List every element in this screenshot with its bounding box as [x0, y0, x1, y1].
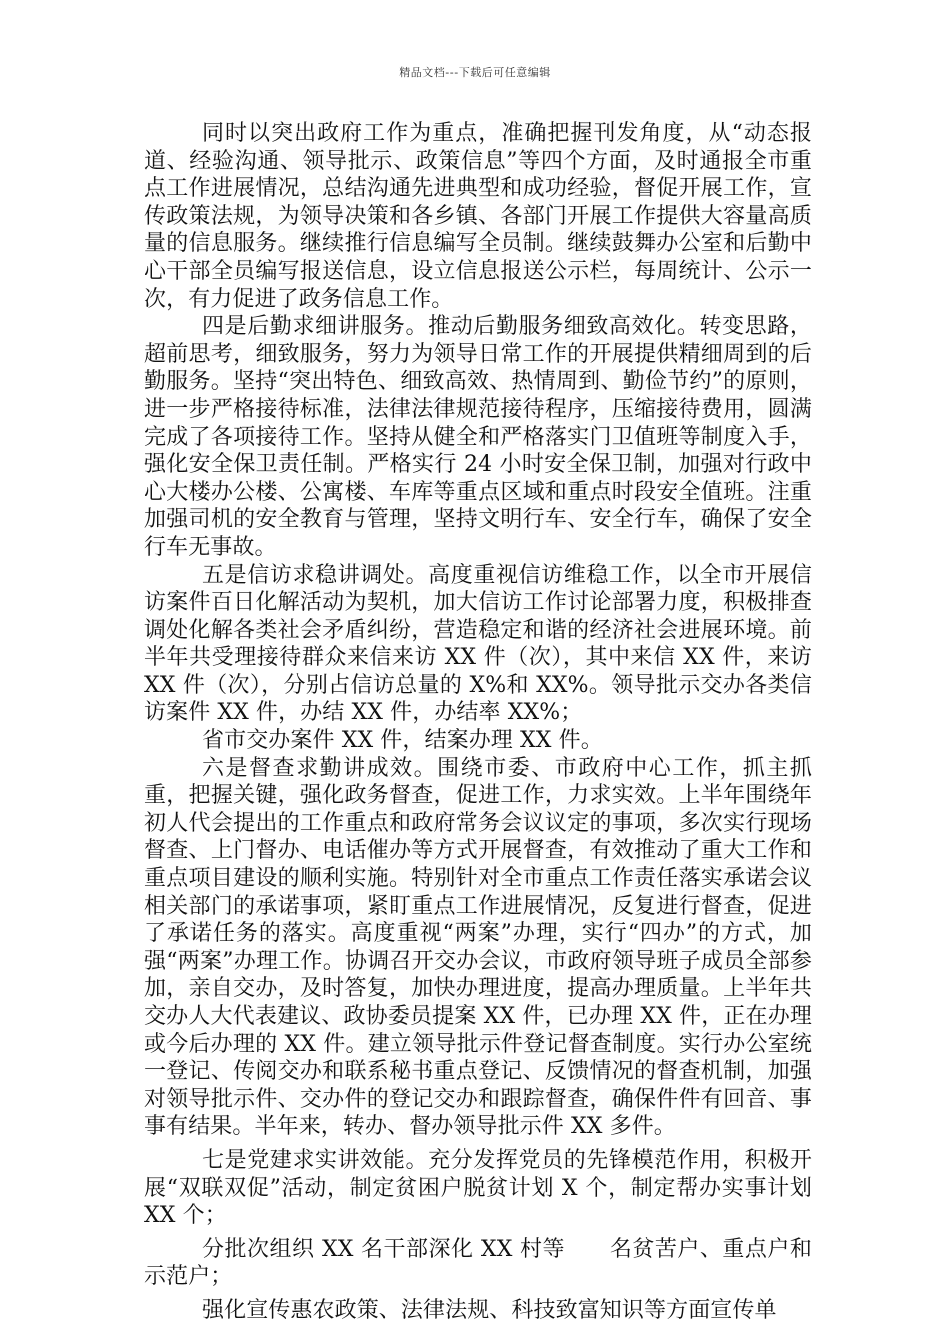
page-header: 精品文档---下载后可任意编辑: [399, 66, 551, 79]
paragraph-government-info: 同时以突出政府工作为重点，准确把握刊发角度，从“动态报道、经验沟通、领导批示、政策信息”等四个方面，及时通报全市重点工作进展情况，总结沟通先进典型和成功经验，督促开展工作，宣传政策法规，为领导决策和各乡镇、各部门开展工作提供大容量高质量的信息服务。继续推行信息编写全员制。继续鼓舞办公室和后勤中心干部全员编写报送信息，设立信息报送公示栏，每周统计、公示一次，有力促进了政务信息工作。: [144, 121, 812, 312]
paragraph-cadre-organization: 分批次组织 XX 名干部深化 XX 村等 名贫苦户、重点户和示范户；: [144, 1236, 812, 1290]
paragraph-supervision: 六是督查求勤讲成效。围绕市委、市政府中心工作，抓主抓重，把握关键，强化政务督查，促进工作，力求实效。上半年围绕年初人代会提出的工作重点和政府常务会议议定的事项，多次实行现场督查、上门督办、电话催办等方式开展督查，有效推动了重大工作和重点项目建设的顺利实施。特别针对全市重点工作责任落实承诺会议相关部门的承诺事项，紧盯重点工作进展情况，反复进行督查，促进了承诺任务的落实。高度重视“两案”办理，实行“四办”的方式，加强“两案”办理工作。协调召开交办会议，市政府领导班子成员全部参加，亲自交办，及时答复，加快办理进度，提高办理质量。上半年共交办人大代表建议、政协委员提案 XX 件，已办理 XX 件，正在办理或今后办理的 XX 件。建立领导批示件登记督查制度。实行办公室统一登记、传阅交办和联系秘书重点登记、反馈情况的督查机制，加强对领导批示件、交办件的登记交办和跟踪督查，确保件件有回音、事事有结果。半年来，转办、督办领导批示件 XX 多件。: [144, 755, 812, 1140]
document-body: [144, 120, 812, 1325]
paragraph-party-building: 七是党建求实讲效能。充分发挥党员的先锋模范作用，积极开展“双联双促”活动，制定贫困户脱贫计划 X 个，制定帮办实事计划 XX 个；: [144, 1147, 812, 1229]
paragraph-policy-promotion: 强化宣传惠农政策、法律法规、科技致富知识等方面宣传单: [202, 1297, 777, 1323]
paragraph-provincial-cases: 省市交办案件 XX 件，结案办理 XX 件。: [202, 728, 603, 754]
paragraph-logistics-service: 四是后勤求细讲服务。推动后勤服务细致高效化。转变思路，超前思考，细致服务，努力为领导日常工作的开展提供精细周到的后勤服务。坚持“突出特色、细致高效、热情周到、勤俭节约”的原则，进一步严格接待标准，法律法律规范接待程序，压缩接待费用，圆满完成了各项接待工作。坚持从健全和严格落实门卫值班等制度入手，强化安全保卫责任制。严格实行 24 小时安全保卫制，加强对行政中心大楼办公楼、公寓楼、车库等重点区域和重点时段安全值班。注重加强司机的安全教育与管理，坚持文明行车、安全行车，确保了安全行车无事故。: [144, 314, 812, 560]
paragraph-petition-handling: 五是信访求稳讲调处。高度重视信访维稳工作，以全市开展信访案件百日化解活动为契机，加大信访工作讨论部署力度，积极排查调处化解各类社会矛盾纠纷，营造稳定和谐的经济社会进展环境。前半年共受理接待群众来信来访 XX 件（次），其中来信 XX 件，来访 XX 件（次），分别占信访总量的 X%和 XX%。领导批示交办各类信访案件 XX 件，办结 XX 件，办结率 XX%；: [144, 562, 812, 726]
